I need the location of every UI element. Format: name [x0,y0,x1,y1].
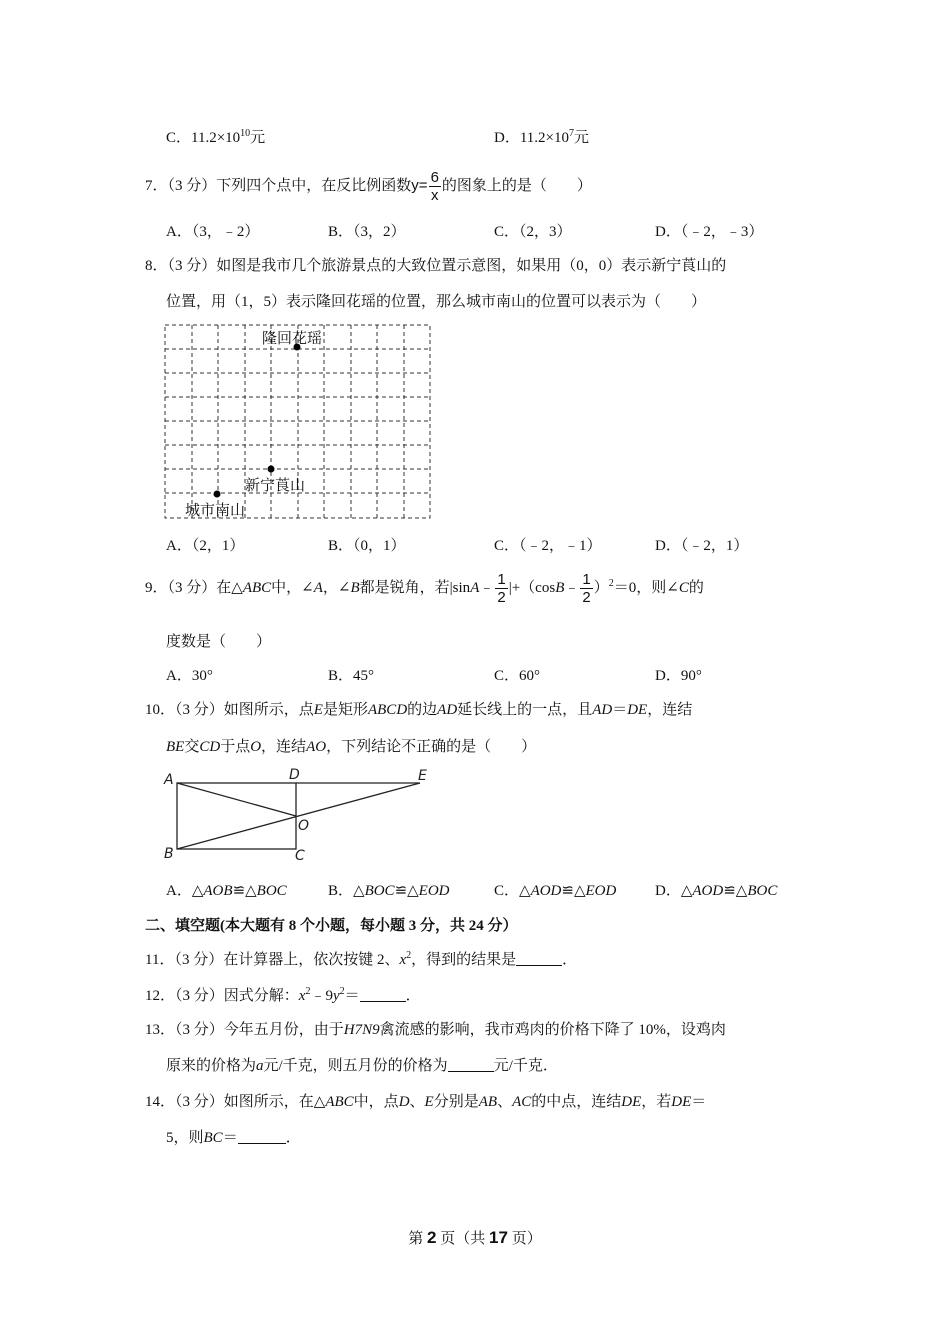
point-chengshi [214,491,221,498]
label-chengshi: 城市南山 [185,501,246,519]
q13-stem-line1: 13．（3 分）今年五月份，由于H7N9禽流感的影响，我市鸡肉的价格下降了 10%，设鸡肉 [145,1022,726,1038]
q10-option-b: B．△BOC≌△EOD [328,883,450,899]
q14-answer-blank[interactable] [238,1129,286,1144]
q7-fraction: $\frac{6}{x}$ [430,169,439,205]
point-xinning [268,466,275,473]
q8-option-c: C．（﹣2，﹣1） [494,538,602,554]
q10-stem-line2: BE交CD于点O，连结AO，下列结论不正确的是（ ） [166,739,537,755]
q8-map-figure [160,320,436,524]
q9-option-c: C．60° [494,668,541,684]
q10-option-a: A．△AOB≌△BOC [166,883,287,899]
q6-option-d: D．$11.2\times 10^7$元 [494,128,590,146]
q11-answer-blank[interactable] [516,951,562,966]
q9-stem-line1: 9．（3 分）在△ABC中，∠A，∠B都是锐角，若|sinA﹣ $\frac{1}{2}$ |+（cosB﹣ $\frac{1}{2}$ ）$^2$＝0，则∠C的 [145,571,704,607]
fig-label-e: E [418,768,427,784]
fig-label-b: B [164,846,174,862]
q8-option-b: B．（0，1） [328,538,406,554]
q10-option-c: C．△AOD≌△EOD [494,883,617,899]
fig-label-d: D [289,767,300,783]
q9-fraction-2: $\frac{1}{2}$ [582,571,591,607]
q9-option-a: A．30° [166,668,213,684]
q8-stem-line1: 8．（3 分）如图是我市几个旅游景点的大致位置示意图，如果用（0，0）表示新宁莨山的 [145,258,727,274]
q9-option-d: D．90° [655,668,702,684]
q7-stem: 7．（3 分）下列四个点中，在反比例函数y= $\frac{6}{x}$ 的图象上的是（ ） [145,169,592,205]
q9-fraction-1: $\frac{1}{2}$ [497,571,506,607]
section-2-title: 二、填空题(本大题有 8 个小题，每小题 3 分，共 24 分） [145,918,518,934]
q13-stem-line2: 原来的价格为a元/千克，则五月份的价格为 元/千克． [166,1058,558,1074]
page-footer: 第 2 页（共 17 页） [408,1228,542,1247]
q14-stem-line1: 14．（3 分）如图所示，在△ABC中，点D、E分别是AB、AC的中点，连结DE，若DE＝ [145,1094,707,1110]
q7-option-a: A．（3，﹣2） [166,224,260,240]
q8-stem-line2: 位置，用（1，5）表示隆回花瑶的位置，那么城市南山的位置可以表示为（ ） [166,294,707,310]
q10-stem-line1: 10．（3 分）如图所示，点E是矩形ABCD的边AD延长线上的一点，且AD＝DE，连结 [145,702,693,718]
q9-option-b: B．45° [328,668,375,684]
q12-answer-blank[interactable] [360,987,406,1002]
label-xinning: 新宁莨山 [245,476,306,494]
q10-option-d: D．△AOD≌△BOC [655,883,778,899]
fig-label-c: C [295,848,305,864]
q14-stem-line2: 5，则BC＝ ． [166,1130,301,1146]
label-longhui: 隆回花瑶 [262,329,323,347]
q7-option-c: C．（2，3） [494,224,572,240]
q8-option-a: A．（2，1） [166,538,245,554]
q8-option-d: D．（﹣2，1） [655,538,749,554]
q12-stem: 12．（3 分）因式分解：$x^2﹣9y^2=$ ． [145,986,421,1004]
q7-option-b: B．（3，2） [328,224,406,240]
q10-rectangle-figure [160,762,440,868]
q13-answer-blank[interactable] [448,1057,494,1072]
q6-option-c: C．$11.2\times 10^{10}$元 [166,128,266,146]
q9-stem-line2: 度数是（ ） [166,634,272,650]
fig-label-a: A [164,772,174,788]
fig-label-o: O [298,818,310,834]
q7-option-d: D．（﹣2，﹣3） [655,224,764,240]
q11-stem: 11．（3 分）在计算器上，依次按键 2、$x^2$，得到的结果是 ． [145,950,578,968]
